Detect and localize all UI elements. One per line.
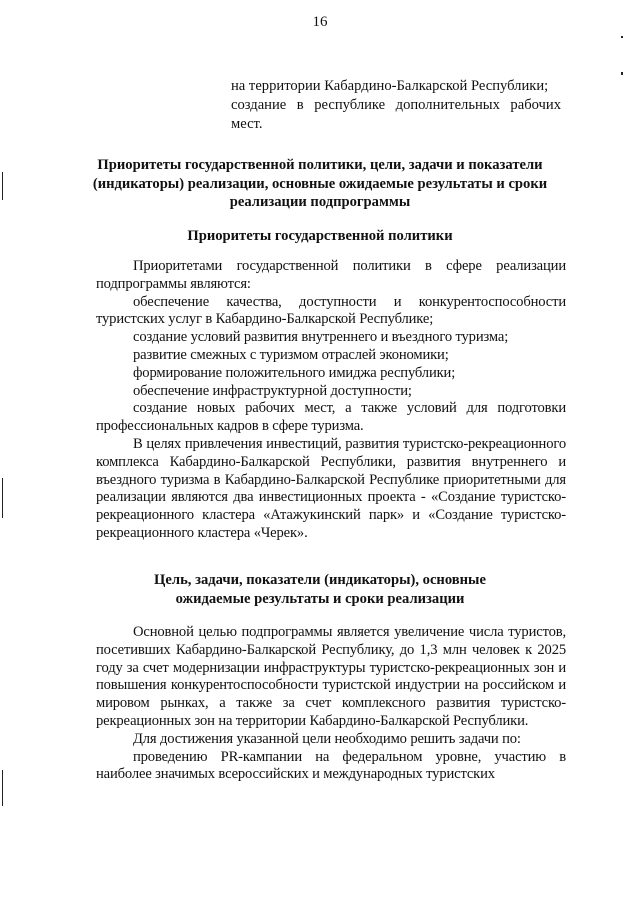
section1-body: [96, 258, 566, 543]
intro-block: [231, 77, 561, 134]
paragraph: обеспечение качества, доступности и конкурентоспособности туристских услуг в Кабардино-Балкарской Республике;: [96, 293, 566, 328]
paragraph: формирование положительного имиджа республики;: [133, 364, 456, 381]
scan-mark: [2, 770, 3, 806]
paragraph: развитие смежных с туризмом отраслей экономики;: [133, 346, 449, 363]
paragraph: обеспечение инфраструктурной доступности;: [133, 382, 412, 399]
scan-mark: [621, 72, 623, 75]
scan-mark: [2, 172, 3, 200]
intro-line: создание в республике дополнительных рабочих мест.: [231, 97, 561, 132]
scan-mark: [621, 36, 623, 38]
page-number: 16: [312, 14, 328, 30]
paragraph: создание новых рабочих мест, а также условий для подготовки профессиональных кадров в сфере туризма.: [96, 400, 566, 435]
intro-line: на территории Кабардино-Балкарской Республики;: [231, 78, 549, 94]
paragraph: В целях привлечения инвестиций, развития туристско-рекреационного комплекса Кабардино-Балкарской Республики, развития внутреннего и въездного туризма в Кабардино-Балкарской Республике приоритетными для реализации являются два инвестиционных проекта - «Создание туристско-рекреационного кластера «Атажукинский парк» и «Создание туристско-рекреационного кластера «Черек».: [96, 435, 566, 541]
paragraph: Для достижения указанной цели необходимо решить задачи по:: [133, 730, 521, 747]
paragraph: Основной целью подпрограммы является увеличение числа туристов, посетивших Кабардино-Балкарской Республику, до 1,3 млн человек к 2025 году за счет модернизации инфраструктуры туристско-рекреационных зон и повышения конкурентоспособности туристской индустрии на российском и мировом рынках, а также за счет комплексного развития туристско-рекреационных зон на территории Кабардино-Балкарской Республики.: [96, 624, 566, 729]
section-heading: Приоритеты государственной политики, цели, задачи и показатели (индикаторы) реализации, основные ожидаемые результаты и сроки реализации подпрограммы: [92, 157, 548, 210]
section-heading: Цель, задачи, показатели (индикаторы), основные ожидаемые результаты и сроки реализации: [154, 572, 486, 607]
scan-mark: [2, 478, 3, 518]
paragraph: создание условий развития внутреннего и въездного туризма;: [133, 329, 509, 346]
paragraph: Приоритетами государственной политики в сфере реализации подпрограммы являются:: [96, 258, 566, 292]
section2-body: [96, 624, 566, 784]
paragraph: проведению PR-кампании на федеральном уровне, участию в наиболее значимых всероссийских и международных туристских: [96, 748, 566, 783]
section-subheading: Приоритеты государственной политики: [187, 228, 453, 244]
